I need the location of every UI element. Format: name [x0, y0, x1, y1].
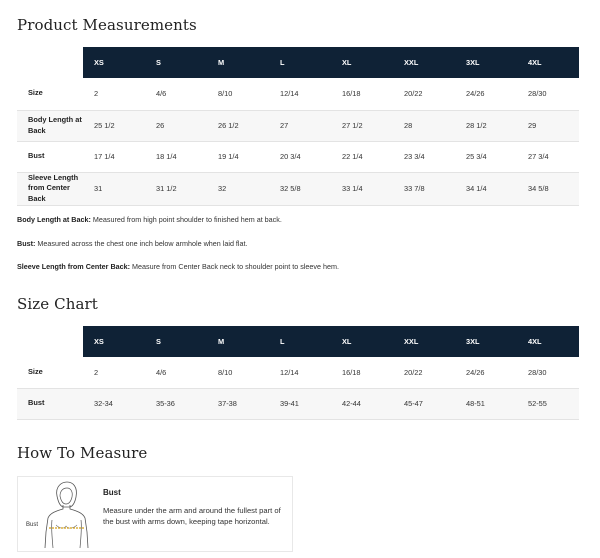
table-cell: 29 [517, 110, 579, 141]
note-term: Sleeve Length from Center Back: [17, 262, 131, 271]
table-cell: 8/10 [218, 367, 233, 377]
table-cell: 12/14 [280, 89, 299, 99]
size-chart-title: Size Chart [17, 295, 98, 313]
note-term: Body Length at Back: [17, 215, 91, 224]
how-to-measure-card [17, 476, 293, 552]
table-cell: 37-38 [207, 388, 269, 419]
table-cell: 18 1/4 [156, 152, 177, 161]
figure-label-bust: Bust [26, 522, 39, 528]
table-cell: 16/18 [342, 89, 361, 99]
size-header-xl: XL [331, 47, 393, 78]
note-text: Measure from Center Back neck to shoulder point to sleeve hem. [130, 262, 339, 271]
table-cell: 32 [207, 172, 269, 205]
how-to-measure-description: Measure under the arm and around the fullest part of the bust with arms down, keeping tape horizontal. [103, 506, 281, 527]
size-header-xl: XL [331, 326, 393, 357]
table-row [17, 388, 579, 419]
table-row [17, 110, 579, 141]
table-cell: 23 3/4 [404, 152, 425, 161]
table-cell: 48-51 [455, 388, 517, 419]
table-row [17, 141, 579, 172]
row-label: Size [28, 88, 43, 98]
table-cell: 22 1/4 [342, 152, 363, 161]
table-corner [17, 47, 83, 78]
row-label: Size [28, 366, 43, 376]
table-cell: 32 5/8 [269, 172, 331, 205]
size-header-3xl: 3XL [455, 47, 517, 78]
table-cell: 25 3/4 [466, 152, 487, 161]
body-outline-illustration [26, 480, 102, 550]
table-cell: 4/6 [156, 89, 167, 99]
table-cell: 35-36 [145, 388, 207, 419]
size-header-xs: XS [83, 326, 145, 357]
table-cell: 20 3/4 [280, 152, 301, 161]
row-label: Bust [17, 388, 83, 419]
size-header-m: M [207, 326, 269, 357]
table-cell: 2 [94, 89, 99, 99]
note-body-length [17, 215, 282, 224]
table-cell: 39-41 [269, 388, 331, 419]
table-cell: 26 [145, 110, 207, 141]
row-label: Sleeve Length from Center Back [17, 172, 83, 205]
size-header-xxl: XXL [393, 47, 455, 78]
table-cell: 4/6 [156, 367, 167, 377]
table-cell: 45-47 [393, 388, 455, 419]
table-cell: 27 3/4 [528, 152, 549, 161]
size-header-s: S [145, 47, 207, 78]
note-sleeve-length [17, 262, 339, 271]
table-cell: 19 1/4 [218, 152, 239, 161]
size-chart-table [17, 326, 579, 420]
row-label: Bust [28, 151, 45, 161]
size-header-xs: XS [83, 47, 145, 78]
note-bust [17, 239, 248, 248]
table-cell: 42-44 [331, 388, 393, 419]
product-measurements-table [17, 47, 579, 206]
table-cell: 20/22 [404, 89, 423, 99]
table-cell: 31 [83, 172, 145, 205]
table-cell: 8/10 [218, 89, 233, 99]
size-header-l: L [269, 326, 331, 357]
table-cell: 32-34 [83, 388, 145, 419]
row-label: Body Length at Back [17, 110, 83, 141]
table-cell: 52-55 [517, 388, 579, 419]
size-header-s: S [145, 326, 207, 357]
bust-measurement-figure [26, 480, 102, 550]
table-cell: 16/18 [342, 367, 361, 377]
how-to-measure-heading: Bust [103, 488, 121, 497]
table-cell: 34 1/4 [455, 172, 517, 205]
table-cell: 17 1/4 [94, 152, 115, 161]
size-header-3xl: 3XL [455, 326, 517, 357]
note-term: Bust: [17, 239, 36, 248]
size-header-m: M [207, 47, 269, 78]
size-header-4xl: 4XL [517, 326, 579, 357]
table-cell: 34 5/8 [517, 172, 579, 205]
table-cell: 24/26 [466, 367, 485, 377]
table-cell: 12/14 [280, 367, 299, 377]
note-text: Measured from high point shoulder to finished hem at back. [90, 215, 282, 224]
size-header-xxl: XXL [393, 326, 455, 357]
table-cell: 2 [94, 367, 99, 377]
table-cell: 28/30 [528, 89, 547, 99]
table-cell: 24/26 [466, 89, 485, 99]
table-cell: 27 [269, 110, 331, 141]
table-cell: 20/22 [404, 367, 423, 377]
size-header-l: L [269, 47, 331, 78]
how-to-measure-title: How To Measure [17, 444, 148, 462]
table-cell: 27 1/2 [331, 110, 393, 141]
product-measurements-title: Product Measurements [17, 16, 197, 34]
table-cell: 26 1/2 [207, 110, 269, 141]
table-cell: 28/30 [528, 367, 547, 377]
note-text: Measured across the chest one inch below armhole when laid flat. [35, 239, 248, 248]
table-cell: 28 1/2 [455, 110, 517, 141]
table-row [17, 78, 579, 110]
table-row [17, 357, 579, 388]
table-cell: 28 [393, 110, 455, 141]
table-cell: 33 1/4 [331, 172, 393, 205]
table-cell: 33 7/8 [393, 172, 455, 205]
table-cell: 31 1/2 [145, 172, 207, 205]
table-corner [17, 326, 83, 357]
table-cell: 25 1/2 [83, 110, 145, 141]
table-row [17, 172, 579, 205]
size-header-4xl: 4XL [517, 47, 579, 78]
